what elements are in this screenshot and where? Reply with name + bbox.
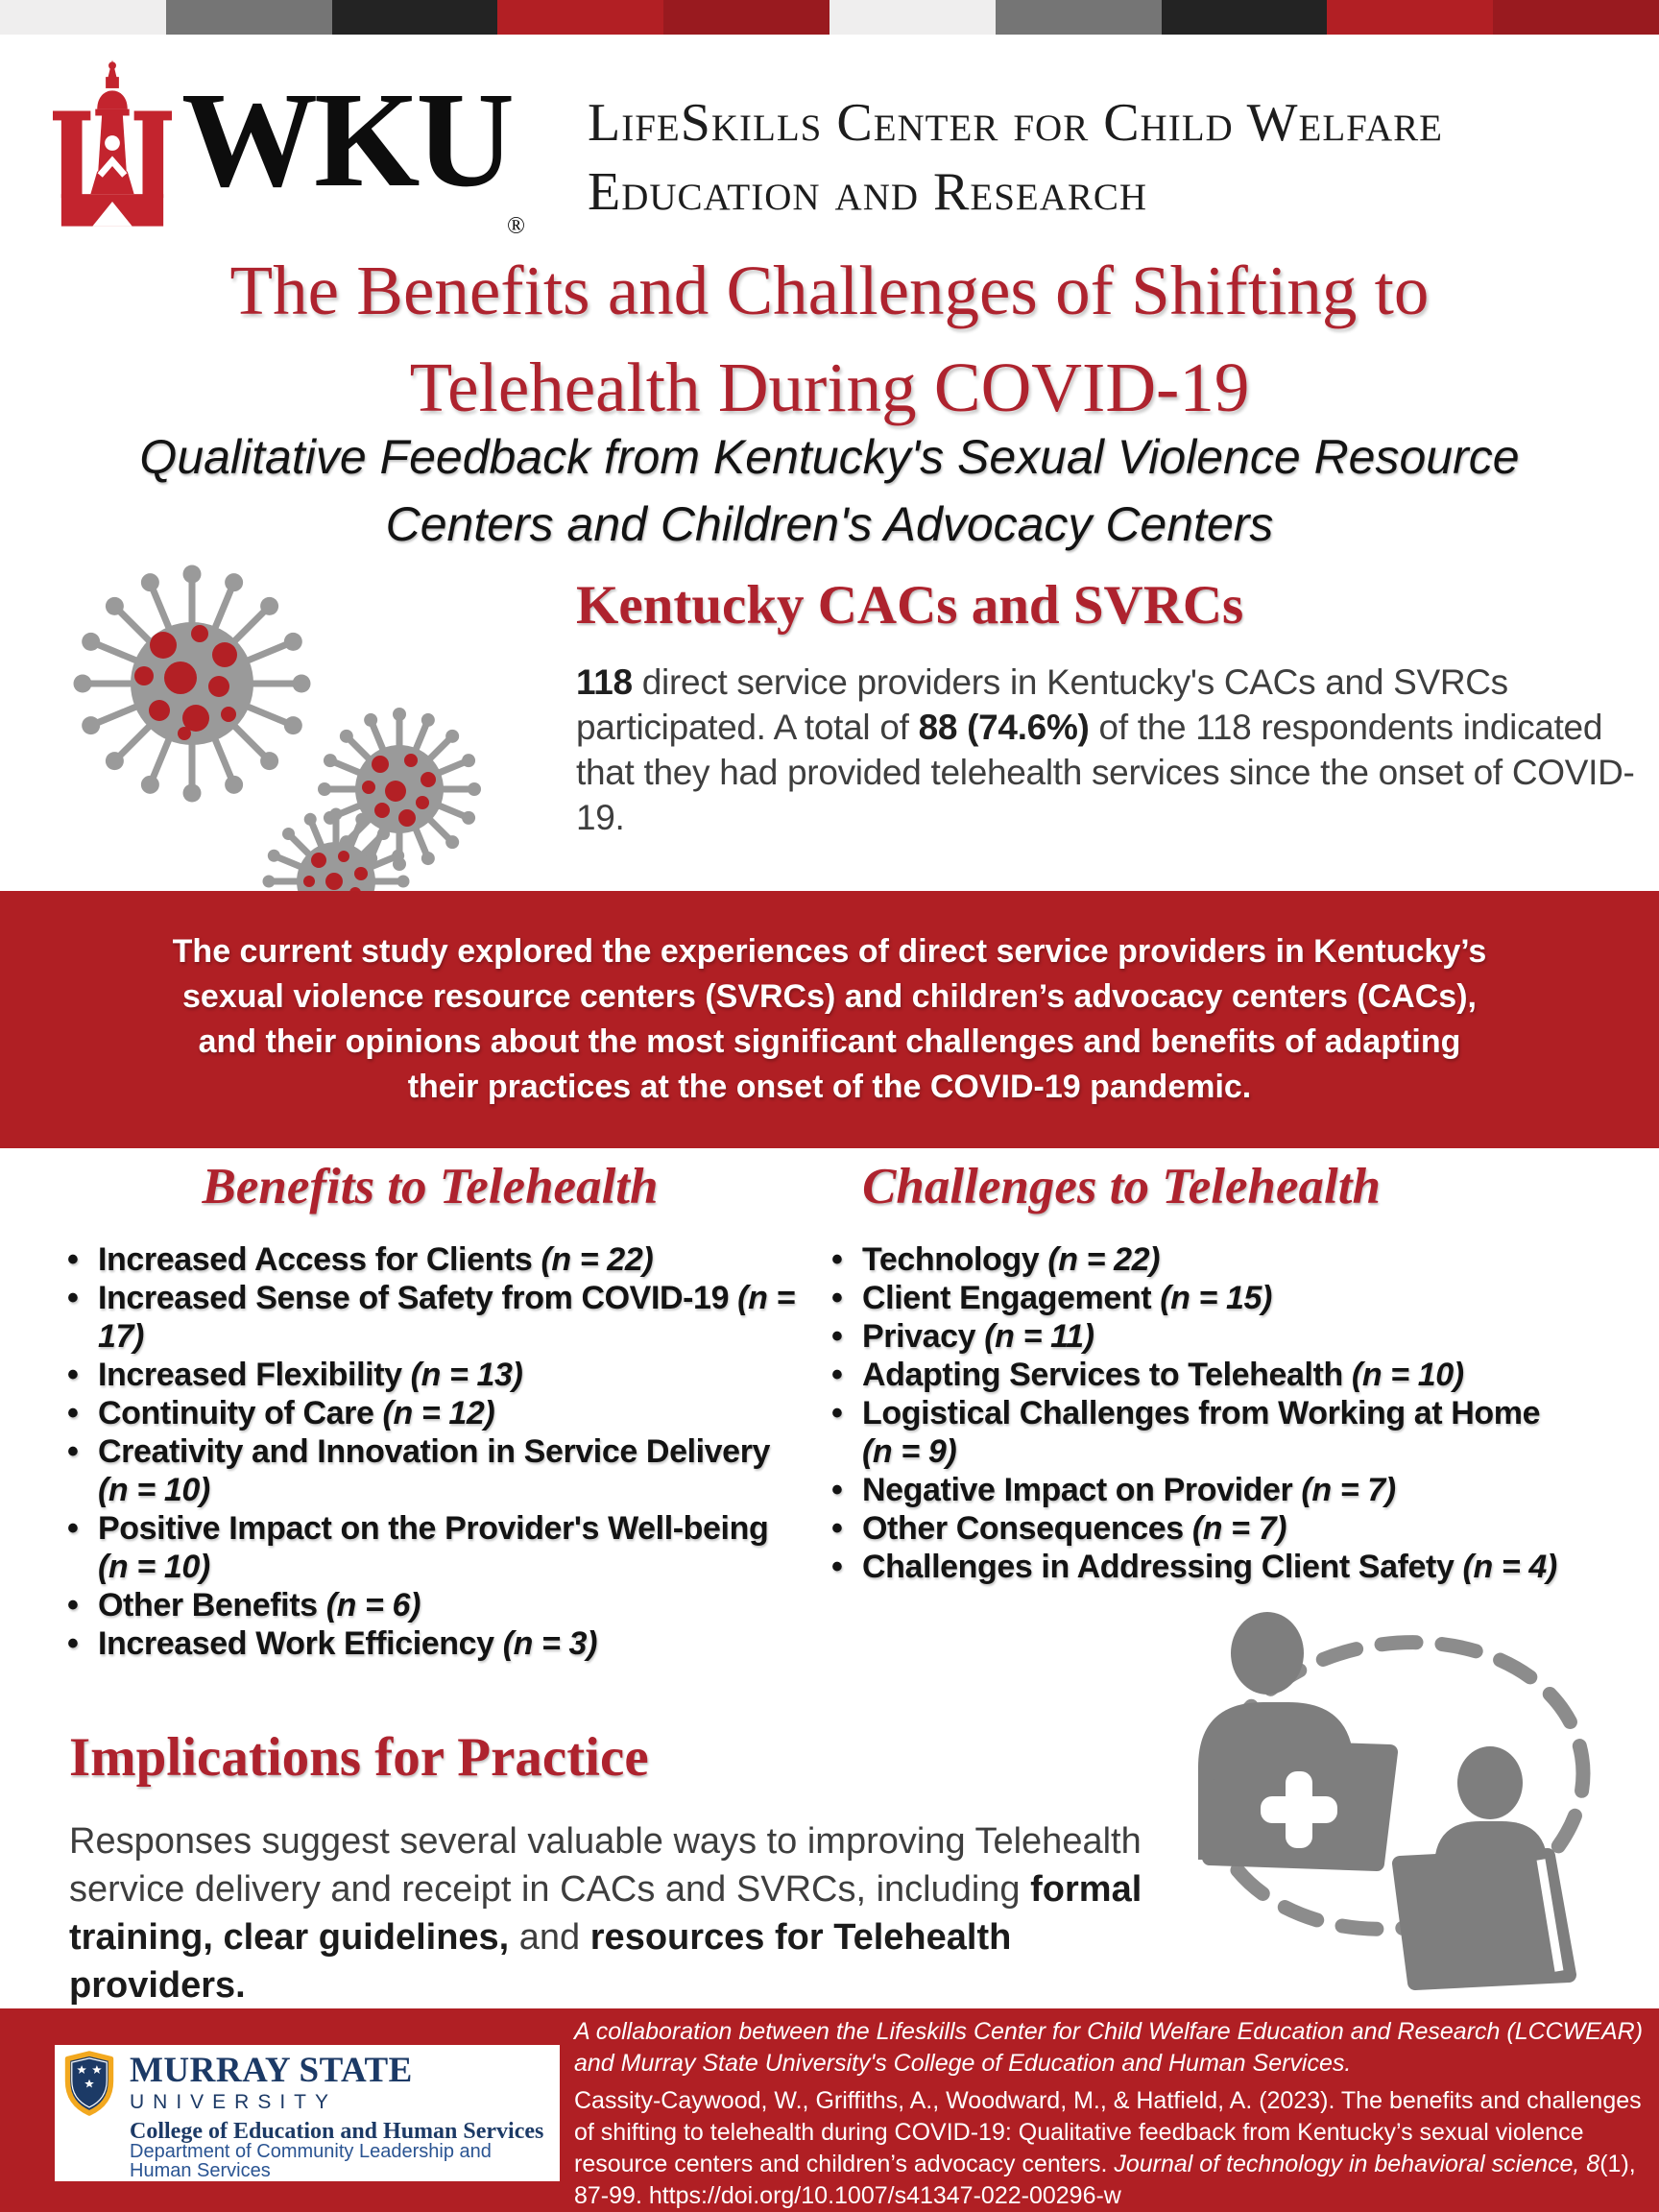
study-summary-banner <box>0 891 1659 1148</box>
strip-square <box>332 0 498 35</box>
msu-name: MURRAY STATE <box>130 2050 413 2090</box>
murray-state-logo <box>55 2045 560 2181</box>
kentucky-text: direct service providers in Kentucky's CACs and SVRCs participated. A total of <box>576 662 1508 747</box>
msu-shield-icon <box>62 2051 116 2116</box>
list-item: • Negative Impact on Provider (n = 7) <box>824 1471 1563 1509</box>
list-item: • Other Consequences (n = 7) <box>824 1509 1563 1548</box>
title-line1: The Benefits and Challenges of Shifting to <box>229 252 1430 329</box>
footer <box>0 2008 1659 2212</box>
msu-college: College of Education and Human Services <box>130 2119 544 2144</box>
list-item: • Privacy (n = 11) <box>824 1317 1563 1356</box>
implications-section <box>69 1726 1173 2009</box>
coronavirus-illustration <box>36 518 488 955</box>
client-figure <box>1400 1746 1569 1983</box>
virus-large <box>74 565 311 803</box>
list-item: • Client Engagement (n = 15) <box>824 1279 1563 1317</box>
strip-square <box>830 0 996 35</box>
challenges-section <box>824 1158 1563 1586</box>
kentucky-body <box>576 660 1642 840</box>
organization-name <box>588 88 1443 227</box>
msu-department: Department of Community Leadership and Human Services <box>130 2141 492 2181</box>
strip-square <box>1162 0 1328 35</box>
telehealth-illustration <box>1152 1579 1637 1992</box>
list-item: • Continuity of Care (n = 12) <box>60 1394 801 1432</box>
citation-text: Cassity-Caywood, W., Griffiths, A., Woodward, M., & Hatfield, A. (2023). The benefits and challenges of shifting to telehealth during COVID-19: Qualitative feedback from Kentucky’s sexual violence resource centers and children’s advocacy centers. Journal of technology in behavioral science, 8(1), 87-99. https://doi.org/10.1007/s41347-022-00296-w <box>574 2087 1642 2209</box>
registered-mark: ® <box>507 213 525 239</box>
strip-square <box>996 0 1162 35</box>
stat-118: 118 <box>576 662 633 702</box>
list-item: • Adapting Services to Telehealth (n = 10) <box>824 1356 1563 1394</box>
list-item: • Creativity and Innovation in Service Delivery (n = 10) <box>60 1432 801 1509</box>
implications-heading: Implications for Practice <box>69 1727 649 1788</box>
citation-block <box>574 2016 1651 2212</box>
msu-university: UNIVERSITY <box>130 2090 338 2113</box>
strip-square <box>0 0 166 35</box>
kentucky-text-2: of the 118 respondents indicated that they had provided telehealth services since the onset of COVID-19. <box>576 708 1635 837</box>
strip-square <box>166 0 332 35</box>
wku-logo <box>53 60 529 251</box>
study-summary-text: The current study explored the experiences of direct service providers in Kentucky’s sexual violence resource centers (SVRCs) and children’s advocacy centers (CACs), and their opinions about the most significant challenges and benefits of adapting their practices at the onset of the COVID-19 pandemic. <box>172 933 1487 1105</box>
list-item: • Increased Flexibility (n = 13) <box>60 1356 801 1394</box>
top-color-strip <box>0 0 1659 35</box>
wku-text: WKU <box>181 63 511 215</box>
list-item: • Increased Sense of Safety from COVID-19 (n = 17) <box>60 1279 801 1356</box>
wku-wordmark <box>181 63 529 251</box>
subtitle-line1: Qualitative Feedback from Kentucky's Sexual Violence Resource <box>139 430 1520 484</box>
page-title <box>0 242 1659 436</box>
list-item: • Other Benefits (n = 6) <box>60 1586 801 1624</box>
title-line2: Telehealth During COVID-19 <box>409 349 1250 426</box>
wku-cupola-icon <box>53 60 172 228</box>
list-item: • Increased Access for Clients (n = 22) <box>60 1240 801 1279</box>
strip-square <box>1493 0 1659 35</box>
org-line1: LifeSkills Center for Child Welfare <box>588 93 1443 153</box>
benefits-list <box>60 1240 801 1663</box>
subtitle-line2: Centers and Children's Advocacy Centers <box>385 497 1274 551</box>
collaboration-note: A collaboration between the Lifeskills Center for Child Welfare Education and Research (LCCWEAR) and Murray State University's College of Education and Human Services. <box>574 2018 1644 2077</box>
benefits-heading: Benefits to Telehealth <box>202 1159 659 1214</box>
list-item: • Positive Impact on the Provider's Well-being (n = 10) <box>60 1509 801 1586</box>
list-item: • Challenges in Addressing Client Safety (n = 4) <box>824 1548 1563 1586</box>
kentucky-heading: Kentucky CACs and SVRCs <box>576 575 1244 636</box>
implications-body: Responses suggest several valuable ways to improving Telehealth service delivery and receipt in CACs and SVRCs, including formal training, clear guidelines, and resources for Telehealth providers. <box>69 1821 1142 2006</box>
challenges-list <box>824 1240 1563 1586</box>
challenges-heading: Challenges to Telehealth <box>862 1159 1381 1214</box>
strip-square <box>663 0 830 35</box>
strip-square <box>1327 0 1493 35</box>
benefits-section <box>60 1158 801 1663</box>
list-item: • Logistical Challenges from Working at Home (n = 9) <box>824 1394 1563 1471</box>
org-line2: Education and Research <box>588 162 1148 222</box>
list-item: • Technology (n = 22) <box>824 1240 1563 1279</box>
strip-square <box>497 0 663 35</box>
list-item: • Increased Work Efficiency (n = 3) <box>60 1624 801 1663</box>
stat-88-percent: 88 (74.6%) <box>918 708 1090 747</box>
kentucky-section <box>576 574 1642 840</box>
